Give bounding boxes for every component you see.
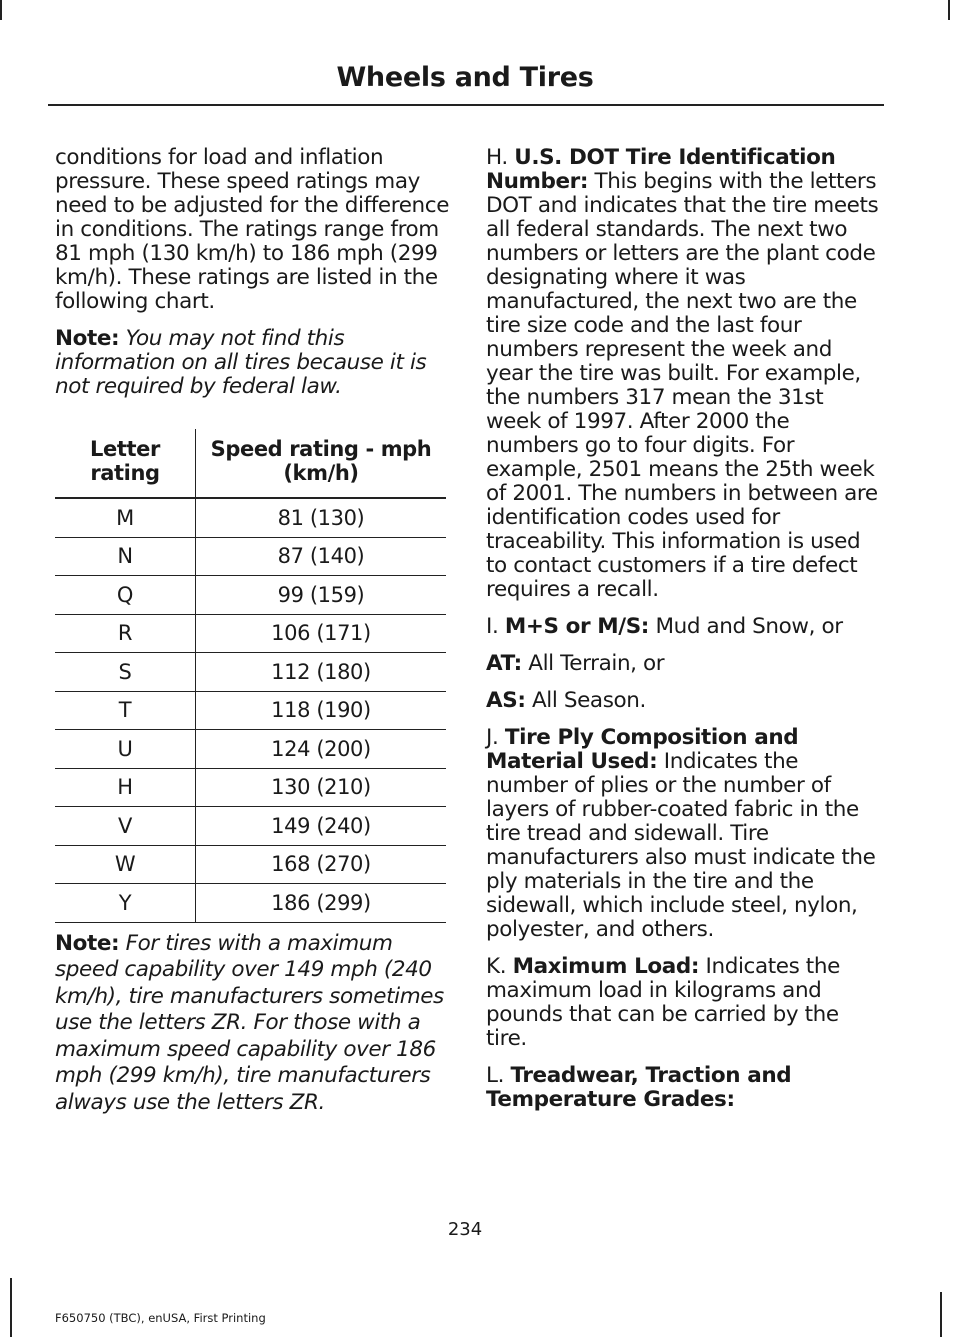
note-2-label: Note:: [55, 930, 120, 956]
crop-mark: [940, 1292, 942, 1337]
item-as-title: AS:: [486, 688, 526, 713]
crop-mark: [948, 0, 950, 20]
speed-cell: 118 (190): [196, 691, 447, 730]
crop-mark: [10, 1278, 12, 1337]
speed-cell: 168 (270): [196, 845, 447, 884]
speed-cell: 81 (130): [196, 498, 447, 537]
page-number: 234: [447, 1219, 483, 1240]
right-column: [486, 146, 884, 1125]
speed-cell: 106 (171): [196, 614, 447, 653]
item-k-title: Maximum Load:: [512, 954, 700, 979]
speed-cell: 186 (299): [196, 884, 447, 923]
speed-cell: 87 (140): [196, 537, 447, 576]
item-j-text: Indicates the number of plies or the number of layers of rubber-coated fabric in the tire tread and sidewall. Tire manufacturers also must indicate the ply materials in the tire and the sidewall, which include steel, nylon, polyester, and others.: [486, 749, 876, 942]
table-row: [55, 884, 446, 923]
item-as: [486, 689, 884, 713]
letter-cell: W: [55, 845, 196, 884]
note-1-label: Note:: [55, 326, 120, 351]
table-row: [55, 614, 446, 653]
letter-cell: H: [55, 768, 196, 807]
item-at: [486, 652, 884, 676]
letter-cell: Q: [55, 576, 196, 615]
note-2: [55, 931, 450, 1117]
page-header-title: Wheels and Tires: [336, 62, 594, 93]
letter-cell: R: [55, 614, 196, 653]
item-h-text: This begins with the letters DOT and indicates that the tire meets all federal standards. The next two numbers or letters are the plant code designating where it was manufactured, the next two are the tire size code and the last four numbers represent the week and year the tire was built. For example, the numbers 317 mean the 31st week of 1997. After 2000 the numbers go to four digits. For example, 2501 means the 25th week of 2001. The numbers in between are identification codes used for traceability. This information is used to contact customers if a tire defect requires a recall.: [486, 169, 879, 602]
table-row: [55, 768, 446, 807]
letter-cell: U: [55, 730, 196, 769]
letter-cell: T: [55, 691, 196, 730]
letter-cell: Y: [55, 884, 196, 923]
item-l-title: Treadwear, Traction and Temperature Grades:: [486, 1063, 792, 1112]
header-divider: [48, 104, 884, 106]
intro-paragraph: conditions for load and inflation pressure. These speed ratings may need to be adjusted for the difference in conditions. The ratings range from 81 mph (130 km/h) to 186 mph (299 km/h). These ratings are listed in the following chart.: [55, 145, 450, 314]
note-1-text: You may not find this information on all tires because it is not required by federal law.: [55, 326, 427, 399]
item-h-title: U.S. DOT Tire Identification Number:: [486, 145, 836, 194]
letter-cell: S: [55, 653, 196, 692]
item-i-text: Mud and Snow, or: [655, 614, 843, 639]
table-row: [55, 576, 446, 615]
speed-cell: 130 (210): [196, 768, 447, 807]
table-row: [55, 730, 446, 769]
letter-cell: N: [55, 537, 196, 576]
note-1: [55, 327, 450, 399]
left-column: [55, 146, 450, 1129]
speed-cell: 99 (159): [196, 576, 447, 615]
item-j-title: Tire Ply Composition and Material Used:: [486, 725, 799, 774]
item-k-prefix: K.: [486, 954, 507, 979]
item-as-text: All Season.: [531, 688, 646, 713]
table-row: [55, 537, 446, 576]
item-i: [486, 615, 884, 639]
note-2-text: For tires with a maximum speed capability over 149 mph (240 km/h), tire manufacturers sometimes use the letters ZR. For those with a maximum speed capability over 186 mph (299 km/h), tire manufacturers always use the letters ZR.: [55, 930, 444, 1115]
item-l-prefix: L.: [486, 1063, 505, 1088]
table-header-speed: Speed rating - mph (km/h): [196, 429, 447, 498]
table-header-letter: Letter rating: [55, 429, 196, 498]
speed-cell: 149 (240): [196, 807, 447, 846]
item-j: [486, 726, 884, 942]
letter-cell: V: [55, 807, 196, 846]
item-i-title: M+S or M/S:: [504, 614, 649, 639]
item-i-prefix: I.: [486, 614, 499, 639]
table-row: [55, 845, 446, 884]
item-l: [486, 1064, 884, 1112]
item-h-prefix: H.: [486, 145, 508, 170]
table-row: [55, 691, 446, 730]
speed-cell: 124 (200): [196, 730, 447, 769]
table-row: [55, 653, 446, 692]
letter-cell: M: [55, 498, 196, 537]
speed-rating-table: [55, 429, 446, 923]
item-at-text: All Terrain, or: [528, 651, 665, 676]
speed-cell: 112 (180): [196, 653, 447, 692]
crop-mark: [0, 0, 2, 20]
item-h: [486, 146, 884, 602]
item-k-text: Indicates the maximum load in kilograms and pounds that can be carried by the tire.: [486, 954, 840, 1051]
table-row: [55, 807, 446, 846]
item-j-prefix: J.: [486, 725, 499, 750]
item-at-title: AT:: [486, 651, 522, 676]
table-row: [55, 498, 446, 537]
table-header-row: [55, 429, 446, 498]
footer-text: F650750 (TBC), enUSA, First Printing: [55, 1311, 266, 1325]
item-k: [486, 955, 884, 1051]
